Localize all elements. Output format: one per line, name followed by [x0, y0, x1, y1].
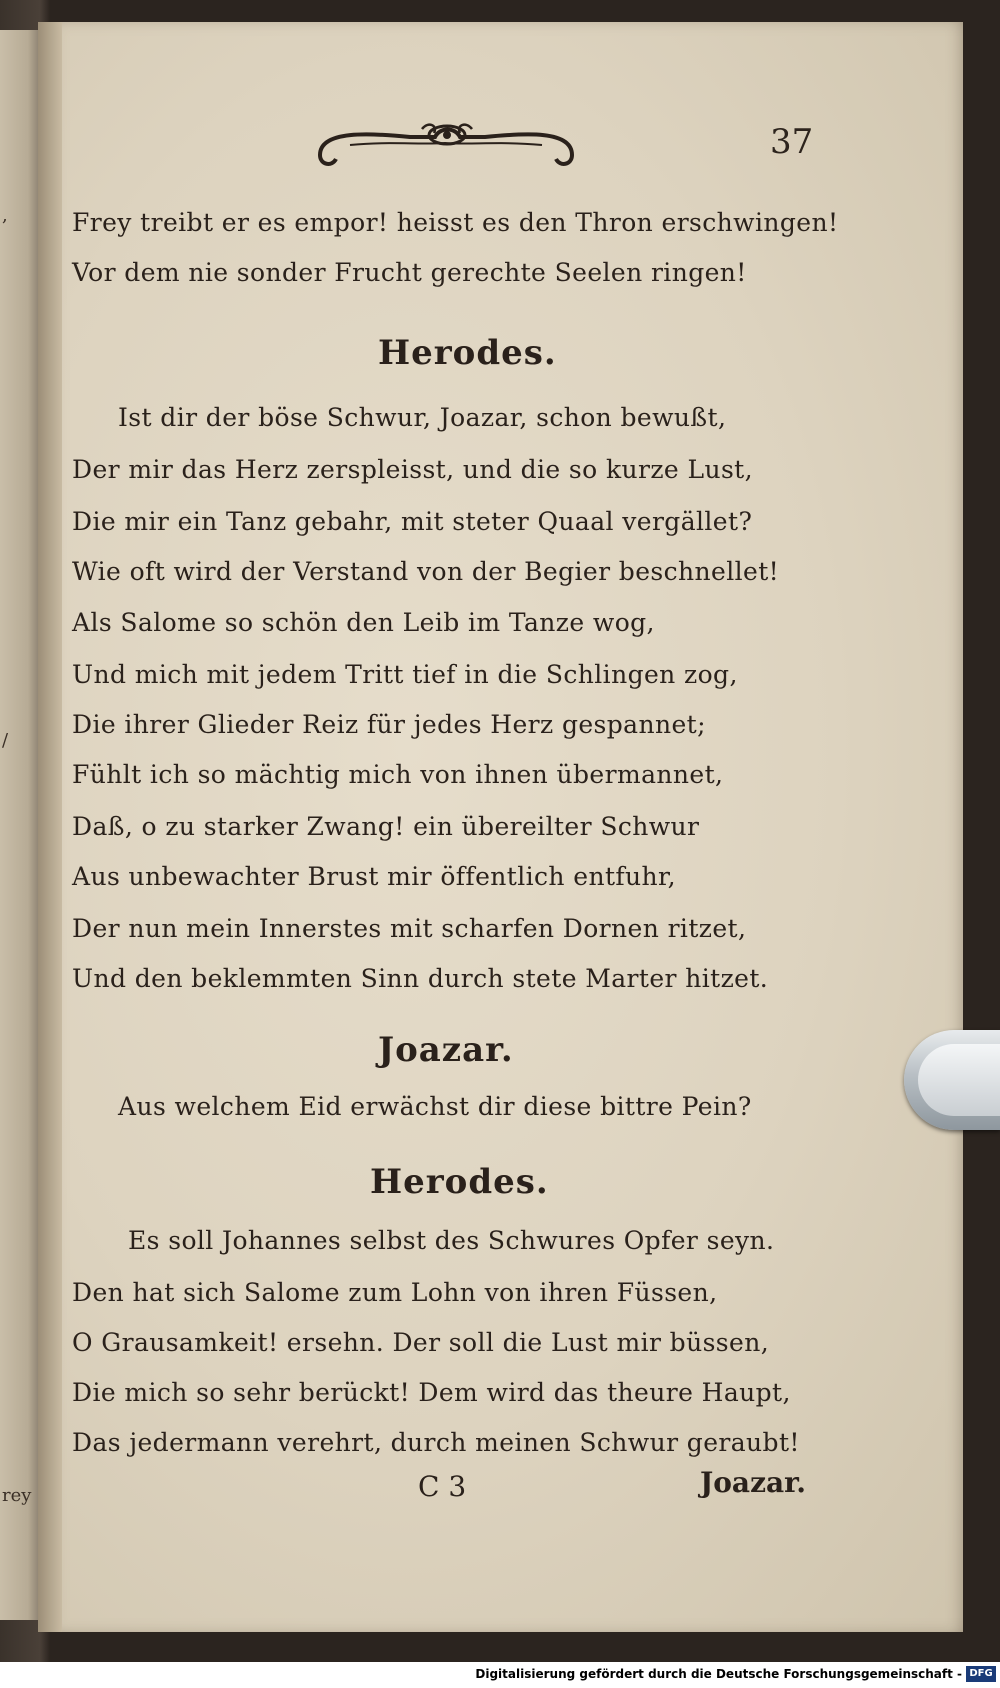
page-gutter — [38, 22, 62, 1632]
prev-page-fragment: / — [2, 730, 9, 751]
page-clip-highlight — [918, 1044, 1000, 1116]
prev-page-fragment: rey — [2, 1485, 32, 1506]
verse-line: Und den beklemmten Sinn durch stete Marter hitzet. — [72, 964, 769, 993]
verse-line: Und mich mit jedem Tritt tief in die Schlingen zog, — [72, 660, 738, 689]
verse-line: Der nun mein Innerstes mit scharfen Dornen ritzet, — [72, 914, 747, 943]
verse-line: Aus welchem Eid erwächst dir diese bittre Pein? — [118, 1092, 752, 1121]
footer-bar — [0, 1662, 1000, 1688]
verse-line: Die mich so sehr berückt! Dem wird das theure Haupt, — [72, 1378, 791, 1407]
verse-line: Als Salome so schön den Leib im Tanze wog, — [72, 608, 655, 637]
header-ornament — [310, 115, 580, 175]
verse-line: Aus unbewachter Brust mir öffentlich entfuhr, — [72, 862, 677, 891]
speaker-name: Joazar. — [378, 1030, 514, 1070]
verse-line: Es soll Johannes selbst des Schwures Opfer seyn. — [128, 1226, 775, 1255]
verse-line: Die mir ein Tanz gebahr, mit steter Quaal vergället? — [72, 507, 753, 536]
verse-line: Der mir das Herz zerspleisst, und die so kurze Lust, — [72, 455, 753, 484]
catchword: Joazar. — [700, 1466, 807, 1499]
verse-line: O Grausamkeit! ersehn. Der soll die Lust mir büssen, — [72, 1328, 770, 1357]
previous-page-edge — [0, 30, 40, 1620]
verse-line: Den hat sich Salome zum Lohn von ihren Füssen, — [72, 1278, 718, 1307]
signature-mark: C 3 — [418, 1470, 467, 1503]
verse-line: Fühlt ich so mächtig mich von ihnen übermannet, — [72, 760, 724, 789]
page-number: 37 — [770, 122, 814, 162]
verse-line: Ist dir der böse Schwur, Joazar, schon bewußt, — [118, 403, 727, 432]
verse-line: Die ihrer Glieder Reiz für jedes Herz gespannet; — [72, 710, 706, 739]
verse-line: Daß, o zu starker Zwang! ein übereilter Schwur — [72, 812, 700, 841]
footer-credit: Digitalisierung gefördert durch die Deutsche Forschungsgemeinschaft - — [475, 1667, 962, 1681]
speaker-name: Herodes. — [378, 333, 557, 373]
verse-line: Das jedermann verehrt, durch meinen Schwur geraubt! — [72, 1428, 800, 1457]
speaker-name: Herodes. — [370, 1162, 549, 1202]
prev-page-fragment: , — [2, 205, 8, 226]
verse-line: Frey treibt er es empor! heisst es den Thron erschwingen! — [72, 208, 839, 237]
verse-line: Vor dem nie sonder Frucht gerechte Seelen ringen! — [72, 258, 747, 287]
dfg-logo: DFG — [966, 1666, 996, 1682]
verse-line: Wie oft wird der Verstand von der Begier beschnellet! — [72, 557, 780, 586]
